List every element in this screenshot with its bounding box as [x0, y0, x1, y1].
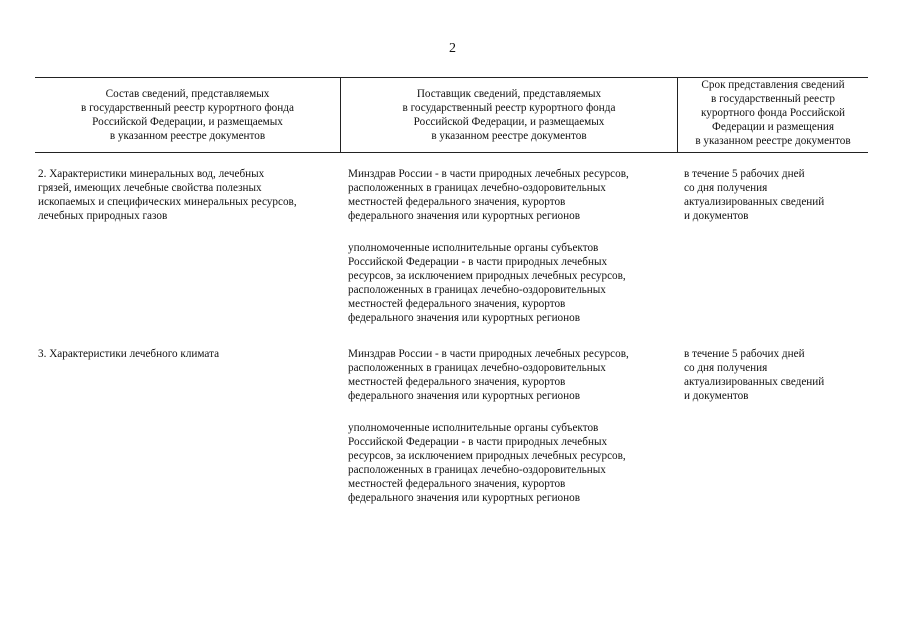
row-2-term: в течение 5 рабочих дней со дня получения актуализированных сведений и документов	[684, 168, 825, 222]
row-2-supplier-regional: уполномоченные исполнительные органы субъектов Российской Федерации - в части природных лечебных ресурсов, за исключением природных лечебных ресурсов, расположенных в границах лечебно-оздоровительных местностей федерального значения, курортов федерального значения или курортных регионов	[348, 242, 626, 324]
row-3-term: в течение 5 рабочих дней со дня получения актуализированных сведений и документов	[684, 348, 825, 402]
row-3-supplier-federal: Минздрав России - в части природных лечебных ресурсов, расположенных в границах лечебно-оздоровительных местностей федерального значения, курортов федерального значения или курортных регионов	[348, 348, 629, 402]
row-2-supplier-federal: Минздрав России - в части природных лечебных ресурсов, расположенных в границах лечебно-оздоровительных местностей федерального значения, курортов федерального значения или курортных регионов	[348, 168, 629, 222]
column-header-composition: Состав сведений, представляемых в государственный реестр курортного фонда Российской Федерации, и размещаемых в указанном реестре документов	[81, 88, 294, 142]
row-3-supplier-regional: уполномоченные исполнительные органы субъектов Российской Федерации - в части природных лечебных ресурсов, за исключением природных лечебных ресурсов, расположенных в границах лечебно-оздоровительных местностей федерального значения, курортов федерального значения или курортных регионов	[348, 422, 626, 504]
row-3-composition: 3. Характеристики лечебного климата	[38, 348, 220, 360]
column-header-supplier: Поставщик сведений, представляемых в государственный реестр курортного фонда Российской Федерации, и размещаемых в указанном реестре документов	[402, 88, 616, 142]
row-2-composition: 2. Характеристики минеральных вод, лечебных грязей, имеющих лечебные свойства полезных ископаемых и специфических минеральных ресурсов, лечебных природных газов	[38, 168, 297, 222]
column-header-term: Срок представления сведений в государственный реестр курортного фонда Российской Федерации и размещения в указанном реестре документов	[695, 79, 851, 147]
page-number: 2	[449, 41, 456, 56]
header-bottom-rule	[35, 152, 868, 153]
